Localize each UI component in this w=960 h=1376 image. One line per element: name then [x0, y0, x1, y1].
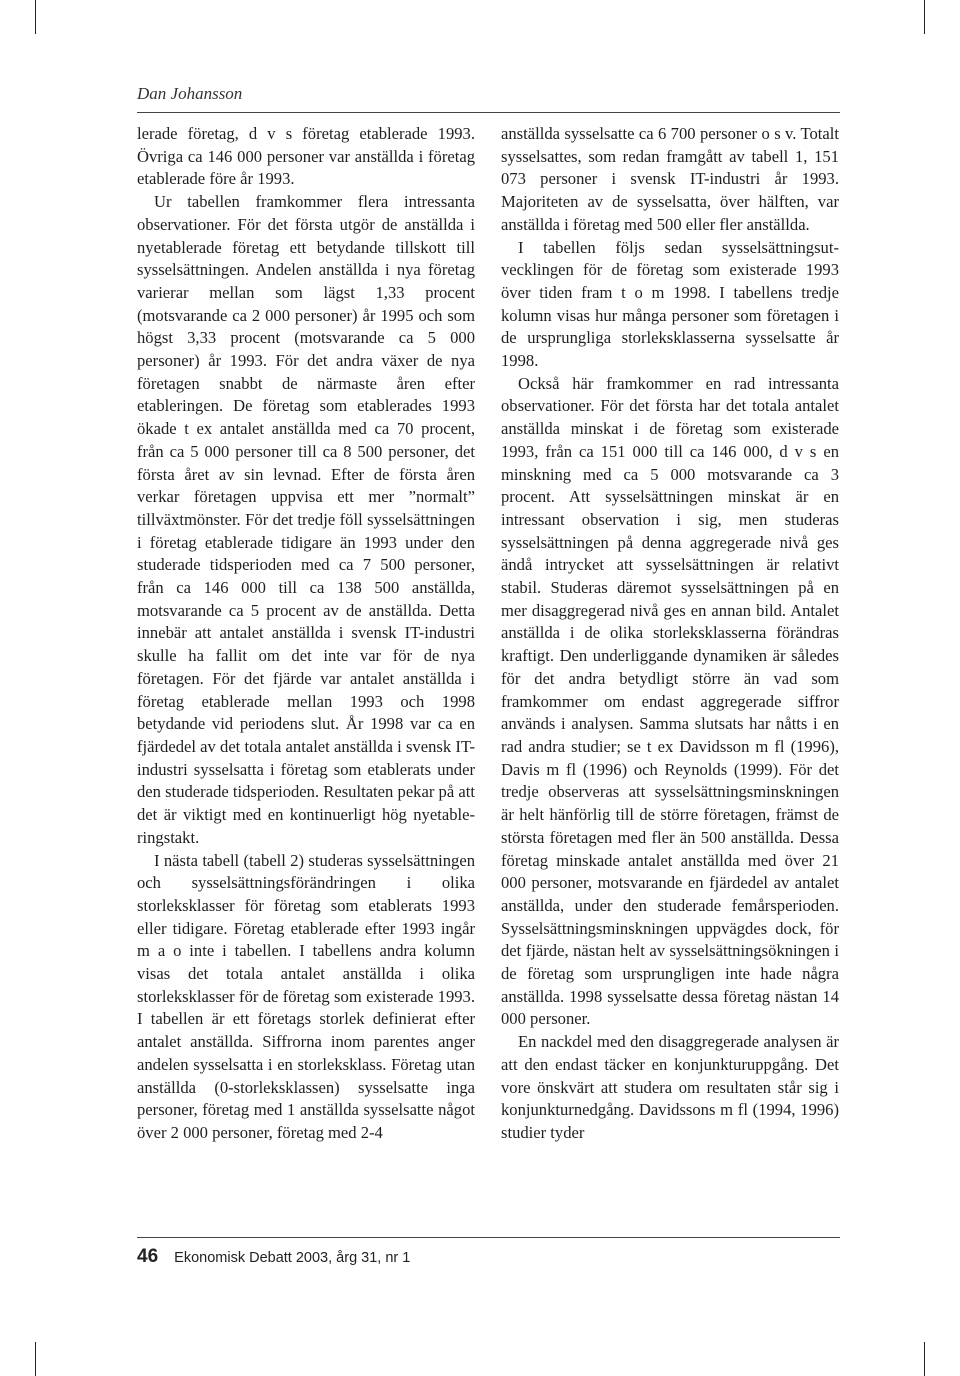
footer	[137, 1246, 410, 1268]
paragraph: I tabellen följs sedan sysselsättningsutvecklingen för de företag som existerade 1993 över tiden fram t o m 1998. I tabellens tredje kolumn visas hur många personer som företagen i de ursprungliga storleksklasserna sysselsatte år 1998.	[501, 237, 839, 371]
crop-mark	[35, 0, 36, 34]
right-column	[501, 123, 839, 1145]
paragraph: En nackdel med den disaggregerade analysen är att den endast täcker en konjunkturuppgång. Det vore önskvärt att studera om resultaten står sig i konjunkturnedgång. Davidssons m fl (1994, 1996) studier tyder	[501, 1032, 839, 1142]
running-head: Dan Johansson	[137, 84, 243, 103]
paragraph: Också här framkommer en rad intressanta observationer. För det första har det totala antalet anställda minskat i de företag som existerade 1993, från ca 151 000 till ca 146 000, d v s en minskning med ca 5 000 motsvarande ca 3 procent. Att sysselsättningen minskat är en intressant observation i sig, men studeras sysselsättningen på denna aggregerade nivå ges ändå intrycket att sysselsättningen är relativt stabil. Studeras däremot sysselsättningen på en mer disaggregerad nivå ges en annan bild. Antalet anställda i de olika storleksklasserna förändras kraftigt. Den underliggande dynamiken är således för det andra betydligt större än vad som framkommer om endast aggregerade siffror används i analysen. Samma slutsats har nåtts i en rad andra studier; se t ex Davidsson m fl (1996), Davis m fl (1996) och Reynolds (1999). För det tredje observeras att sysselsättningsminskningen är helt hänförlig till de större företagen, främst de största företagen med fler än 500 anställda. Dessa företag minskade antalet anställda med över 21 000 personer, motsvarande en fjärdedel av antalet anställda, under den studerade femårsperioden. Sysselsättningsminskningen uppvägdes dock, för det fjärde, nästan helt av sysselsättningsökningen i de företag som ursprungligen inte hade några anställda. 1998 sysselsatte dessa företag nästan 14 000 personer.	[501, 373, 839, 1029]
crop-mark	[35, 1342, 36, 1376]
left-column	[137, 123, 475, 1145]
paragraph: anställda sysselsatte ca 6 700 personer o s v. Totalt sysselsattes, som redan framgått av tabell 1, 151 073 personer i svensk IT-industri år 1993. Majoriteten av de sysselsatta, över hälften, var anställda i företag med 500 eller fler anställda.	[501, 124, 839, 234]
paragraph: lerade företag, d v s företag etablerade 1993. Övriga ca 146 000 personer var anställda i företag etablerade före år 1993.	[137, 124, 475, 189]
page-number: 46	[137, 1246, 159, 1267]
journal-citation: Ekonomisk Debatt 2003, årg 31, nr 1	[174, 1250, 411, 1266]
paragraph: Ur tabellen framkommer flera intressanta observationer. För det första utgör de anställda i nyetablerade företag ett betydande tillskott till sysselsättningen. Andelen anställda i nya företag varierar mellan som lägst 1,33 procent (motsvarande ca 2 000 personer) år 1995 och som högst 3,33 procent (motsvarande ca 5 000 personer) år 1993. För det andra växer de nya företagen snabbt de närmaste åren efter etableringen. De företag som etablerades 1993 ökade t ex antalet anställda med ca 70 procent, från ca 5 000 personer till ca 8 500 personer, det första året av sin levnad. Efter de första åren verkar företagen uppvisa ett mer ”normalt” tillväxtmönster. För det tredje föll sysselsättningen i företag etablerade tidigare än 1993 under den studerade tidsperioden med ca 7 500 personer, från ca 146 000 till ca 138 500 anställda, motsvarande ca 5 procent av de anställda. Detta innebär att antalet anställda i svensk IT-industri skulle ha fallit om det inte var för de nya företagen. För det fjärde var antalet anställda i företag etablerade mellan 1993 och 1998 betydande vid periodens slut. År 1998 var ca en fjärdedel av det totala antalet anställda i svensk IT-industri sysselsatta i företag som etablerats under den studerade tidsperioden. Resultaten pekar på att det är viktigt med en kontinuerligt hög nyetableringstakt.	[137, 192, 475, 847]
crop-mark	[924, 0, 925, 34]
header-rule	[137, 112, 840, 113]
footer-rule	[137, 1237, 840, 1238]
crop-mark	[924, 1342, 925, 1376]
paragraph: I nästa tabell (tabell 2) studeras sysselsättningen och sysselsättningsförändringen i olika storleksklasser för företag som etablerats 1993 eller tidigare. Företag etablerade efter 1993 ingår m a o inte i tabellen. I tabellens andra kolumn visas det totala antalet anställda i olika storleksklasser för de företag som existerade 1993. I tabellen är ett företags storlek definierat efter antalet anställda. Siffrorna inom parentes anger andelen sysselsatta i en storleksklass. Företag utan anställda (0-storleksklassen) sysselsatte inga personer, företag med 1 anställda sysselsatte något över 2 000 personer, företag med 2-4	[137, 850, 475, 1142]
